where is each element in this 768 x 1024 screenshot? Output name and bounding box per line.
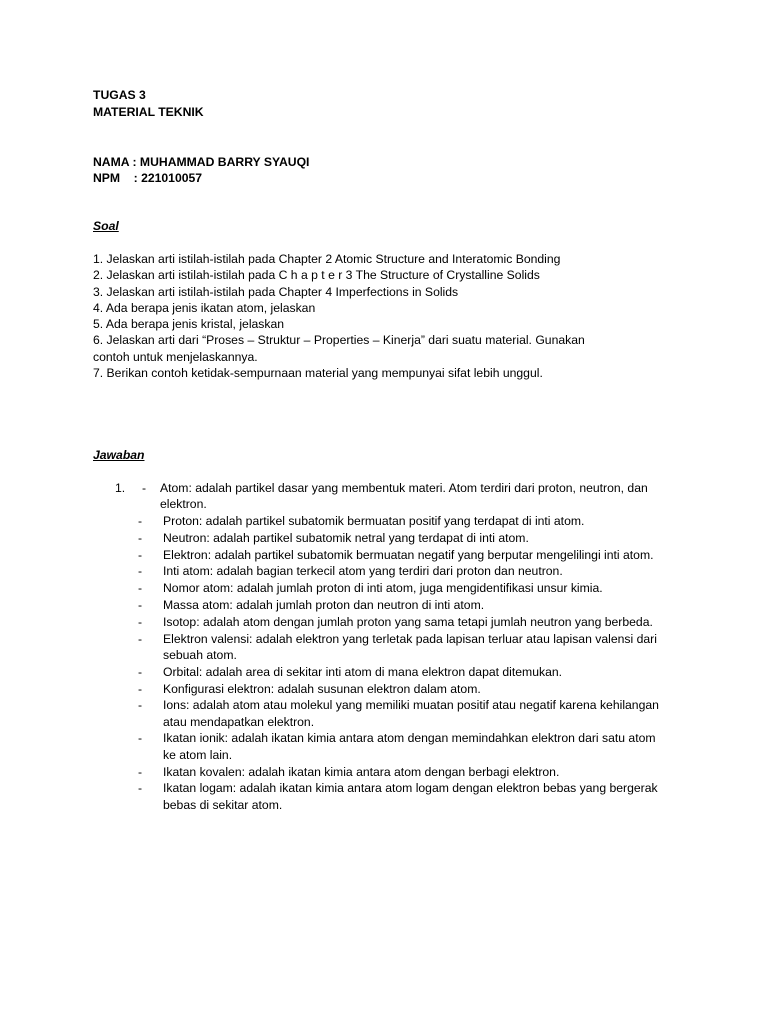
term-text: Inti atom: adalah bagian terkecil atom yang terdiri dari proton dan neutron. [163, 564, 563, 579]
answer-number: 1. [115, 481, 126, 495]
term-text: Proton: adalah partikel subatomik bermuatan positif yang terdapat di inti atom. [163, 514, 585, 529]
student-name: NAMA : MUHAMMAD BARRY SYAUQI [93, 155, 310, 169]
term-item [115, 730, 663, 763]
bullet-dash: - [138, 681, 143, 696]
term-text: Neutron: adalah partikel subatomik netral yang terdapat di inti atom. [163, 530, 529, 545]
question-item: contoh untuk menjelaskannya. [93, 349, 258, 364]
term-item [115, 614, 663, 630]
bullet-dash: - [138, 664, 143, 679]
answer-item-atom [115, 480, 675, 513]
term-text: Ikatan logam: adalah ikatan kimia antara atom logam dengan elektron bebas yang bergerak bebas di sekitar atom. [163, 781, 658, 812]
bullet-dash: - [138, 598, 143, 613]
term-text: Isotop: adalah atom dengan jumlah proton yang sama tetapi jumlah neutron yang berbeda. [163, 614, 653, 629]
term-text: Elektron valensi: adalah elektron yang terletak pada lapisan terluar atau lapisan valensi dari sebuah atom. [163, 631, 657, 662]
term-item [115, 681, 663, 697]
term-text: Ions: adalah atom atau molekul yang memiliki muatan positif atau negatif karena kehilangan atau mendapatkan elektron. [163, 698, 659, 729]
term-text: Elektron: adalah partikel subatomik bermuatan negatif yang berputar mengelilingi inti atom. [163, 547, 654, 562]
question-item: 2. Jelaskan arti istilah-istilah pada C h a p t e r 3 The Structure of Crystalline Solids [93, 268, 540, 283]
term-item [115, 780, 663, 813]
bullet-dash: - [138, 781, 143, 796]
term-item [115, 563, 663, 579]
answer-text: Atom: adalah partikel dasar yang membentuk materi. Atom terdiri dari proton, neutron, dan elektron. [160, 481, 648, 512]
term-item [115, 664, 663, 680]
answers-list [115, 480, 675, 813]
term-item [115, 513, 663, 529]
bullet-dash: - [138, 547, 143, 562]
bullet-dash: - [138, 631, 143, 646]
question-item: 1. Jelaskan arti istilah-istilah pada Chapter 2 Atomic Structure and Interatomic Bonding [93, 252, 561, 266]
term-text: Ikatan ionik: adalah ikatan kimia antara atom dengan memindahkan elektron dari satu atom ke atom lain. [163, 731, 656, 762]
bullet-dash: - [138, 614, 143, 629]
bullet-dash: - [138, 731, 143, 746]
bullet-dash: - [138, 698, 143, 713]
term-item [115, 697, 663, 730]
term-text: Ikatan kovalen: adalah ikatan kimia antara atom dengan berbagi elektron. [163, 764, 560, 779]
question-item: 5. Ada berapa jenis kristal, jelaskan [93, 317, 285, 332]
term-item [115, 547, 663, 563]
term-text: Orbital: adalah area di sekitar inti atom di mana elektron dapat ditemukan. [163, 664, 563, 679]
questions-list [93, 251, 585, 381]
question-item: 3. Jelaskan arti istilah-istilah pada Chapter 4 Imperfections in Solids [93, 284, 459, 299]
question-item: 4. Ada berapa jenis ikatan atom, jelaskan [93, 300, 316, 315]
term-text: Nomor atom: adalah jumlah proton di inti atom, juga mengidentifikasi unsur kimia. [163, 581, 603, 596]
bullet-dash: - [138, 564, 143, 579]
bullet-dash: - [138, 764, 143, 779]
term-item [115, 631, 663, 664]
question-item: 7. Berikan contoh ketidak-sempurnaan material yang mempunyai sifat lebih unggul. [93, 366, 543, 381]
term-text: Massa atom: adalah jumlah proton dan neutron di inti atom. [163, 598, 485, 613]
course-title: MATERIAL TEKNIK [93, 105, 204, 119]
answers-heading: Jawaban [93, 448, 145, 462]
questions-heading: Soal [93, 219, 119, 233]
assignment-title: TUGAS 3 [93, 88, 146, 102]
term-item [115, 597, 663, 613]
term-text: Konfigurasi elektron: adalah susunan elektron dalam atom. [163, 681, 481, 696]
bullet-dash: - [138, 581, 143, 596]
term-item [115, 530, 663, 546]
student-npm: NPM : 221010057 [93, 171, 203, 185]
term-item [115, 764, 663, 780]
bullet-dash: - [142, 481, 147, 495]
bullet-dash: - [138, 514, 143, 529]
question-item: 6. Jelaskan arti dari “Proses – Struktur – Properties – Kinerja” dari suatu material. Gunakan [93, 333, 585, 348]
bullet-dash: - [138, 530, 143, 545]
term-item [115, 580, 663, 596]
